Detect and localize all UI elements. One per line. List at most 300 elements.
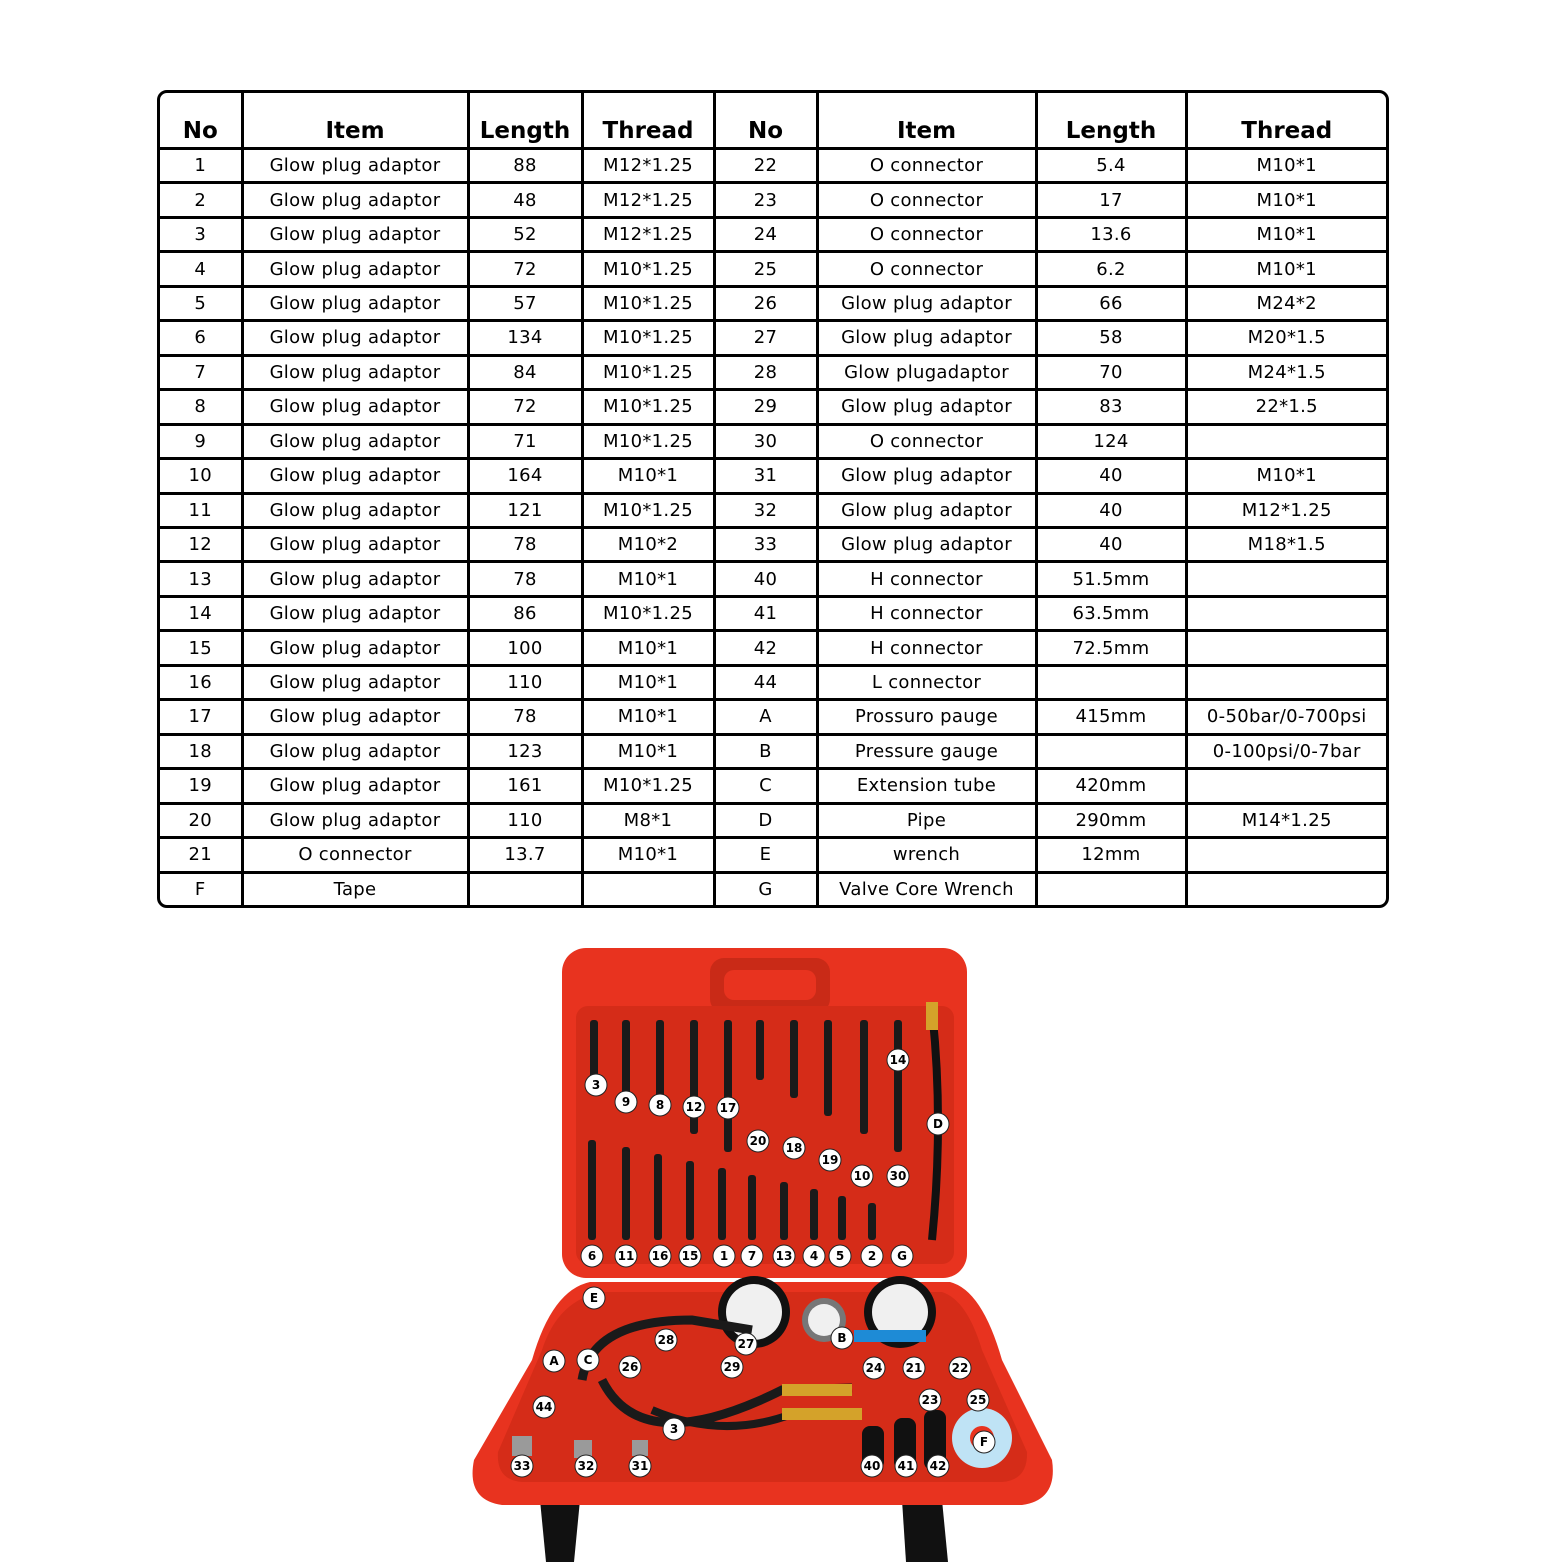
table-cell: 84	[468, 355, 582, 389]
table-cell: 44	[714, 665, 817, 699]
table-cell: 40	[714, 562, 817, 596]
table-cell: 83	[1036, 390, 1186, 424]
table-cell: M10*1	[582, 631, 714, 665]
badge-label: 17	[719, 1101, 737, 1115]
adaptor-rod	[748, 1175, 756, 1240]
table-row	[160, 700, 1386, 734]
column-header: Length	[468, 93, 582, 149]
part-number-badge	[919, 1389, 941, 1411]
table-cell: 6.2	[1036, 252, 1186, 286]
badge-label: 14	[889, 1053, 907, 1067]
part-number-badge	[663, 1418, 685, 1440]
adaptor-rod	[756, 1020, 764, 1080]
tool-kit-illustration	[462, 940, 1062, 1562]
table-cell: Glow plugadaptor	[817, 355, 1036, 389]
part-number-badge	[831, 1327, 853, 1349]
table-cell: M10*1.25	[582, 424, 714, 458]
table-cell	[1186, 665, 1386, 699]
part-number-badge	[543, 1350, 565, 1372]
part-number-badge	[903, 1357, 925, 1379]
table-cell: Glow plug adaptor	[242, 183, 468, 217]
table-cell: Glow plug adaptor	[817, 493, 1036, 527]
table-cell: M10*1.25	[582, 390, 714, 424]
table-cell: Glow plug adaptor	[242, 596, 468, 630]
table-row	[160, 252, 1386, 286]
badge-label: 11	[617, 1249, 635, 1263]
table-cell: M20*1.5	[1186, 321, 1386, 355]
table-cell: 13	[160, 562, 242, 596]
table-cell: 57	[468, 286, 582, 320]
table-cell: 23	[714, 183, 817, 217]
table-cell: M10*1	[582, 734, 714, 768]
part-number-badge	[655, 1329, 677, 1351]
table-cell	[1036, 734, 1186, 768]
badge-label: 12	[685, 1100, 703, 1114]
table-cell: 13.7	[468, 838, 582, 872]
badge-label: 27	[737, 1337, 755, 1351]
adaptor-rod	[588, 1140, 596, 1240]
table-cell: 66	[1036, 286, 1186, 320]
table-cell: 33	[714, 527, 817, 561]
table-cell: O connector	[817, 217, 1036, 251]
table-cell: 12mm	[1036, 838, 1186, 872]
tool-kit-photo	[462, 940, 1062, 1562]
table-cell: M14*1.25	[1186, 803, 1386, 837]
adaptor-rod	[724, 1020, 732, 1152]
table-cell	[1036, 872, 1186, 905]
table-cell: Glow plug adaptor	[242, 803, 468, 837]
table-row	[160, 321, 1386, 355]
table-row	[160, 424, 1386, 458]
table-cell: G	[714, 872, 817, 905]
table-cell: Glow plug adaptor	[242, 527, 468, 561]
table-cell: 20	[160, 803, 242, 837]
table-cell	[1186, 596, 1386, 630]
part-number-badge	[615, 1245, 637, 1267]
adaptor-rod	[824, 1020, 832, 1116]
table-row	[160, 390, 1386, 424]
table-cell: 72	[468, 390, 582, 424]
column-header: Thread	[582, 93, 714, 149]
table-row	[160, 838, 1386, 872]
table-row	[160, 527, 1386, 561]
table-row	[160, 493, 1386, 527]
column-header: Thread	[1186, 93, 1386, 149]
badge-label: 24	[865, 1361, 883, 1375]
part-number-badge	[851, 1165, 873, 1187]
part-number-badge	[887, 1049, 909, 1071]
table-cell: 110	[468, 803, 582, 837]
badge-label: 32	[577, 1459, 595, 1473]
table-cell: 12	[160, 527, 242, 561]
table-cell: 420mm	[1036, 769, 1186, 803]
table-cell: M10*1	[582, 459, 714, 493]
badge-label: 19	[821, 1153, 839, 1167]
table-cell: 121	[468, 493, 582, 527]
part-number-badge	[829, 1245, 851, 1267]
table-cell: Glow plug adaptor	[242, 631, 468, 665]
table-cell: M10*1	[582, 665, 714, 699]
table-row	[160, 286, 1386, 320]
table-cell: 40	[1036, 493, 1186, 527]
adaptor-rod	[654, 1154, 662, 1240]
table-cell: B	[714, 734, 817, 768]
part-number-badge	[649, 1094, 671, 1116]
table-cell: M10*1.25	[582, 321, 714, 355]
part-number-badge	[783, 1137, 805, 1159]
badge-label: 20	[749, 1134, 767, 1148]
table-row	[160, 459, 1386, 493]
table-cell: M12*1.25	[582, 149, 714, 183]
table-cell: Glow plug adaptor	[817, 321, 1036, 355]
table-cell: Glow plug adaptor	[242, 459, 468, 493]
badge-label: C	[583, 1353, 593, 1367]
table-cell	[1186, 562, 1386, 596]
column-header: No	[714, 93, 817, 149]
table-cell: 25	[714, 252, 817, 286]
column-header: Item	[242, 93, 468, 149]
table-cell: H connector	[817, 631, 1036, 665]
table-cell: Tape	[242, 872, 468, 905]
table-cell: O connector	[817, 183, 1036, 217]
table-cell: E	[714, 838, 817, 872]
table-cell: 8	[160, 390, 242, 424]
table-cell: M10*1	[1186, 217, 1386, 251]
part-number-badge	[683, 1096, 705, 1118]
table-cell	[1186, 838, 1386, 872]
table-cell: 5	[160, 286, 242, 320]
badge-label: G	[897, 1249, 907, 1263]
parts-table-container	[157, 90, 1389, 908]
part-number-badge	[575, 1455, 597, 1477]
table-cell: Glow plug adaptor	[817, 286, 1036, 320]
table-cell: D	[714, 803, 817, 837]
column-header: Length	[1036, 93, 1186, 149]
table-cell: Glow plug adaptor	[242, 700, 468, 734]
badge-label: 23	[921, 1393, 939, 1407]
part-number-badge	[887, 1165, 909, 1187]
badge-label: 21	[905, 1361, 923, 1375]
badge-label: 8	[655, 1098, 665, 1112]
table-cell	[1186, 631, 1386, 665]
table-cell: L connector	[817, 665, 1036, 699]
table-cell: 164	[468, 459, 582, 493]
table-cell: Valve Core Wrench	[817, 872, 1036, 905]
table-cell: 9	[160, 424, 242, 458]
badge-label: 44	[535, 1400, 553, 1414]
table-cell	[1186, 424, 1386, 458]
table-cell: M12*1.25	[1186, 493, 1386, 527]
table-cell: 24	[714, 217, 817, 251]
part-number-badge	[819, 1149, 841, 1171]
table-cell: Glow plug adaptor	[242, 252, 468, 286]
adaptor-rod	[894, 1020, 902, 1152]
table-cell: 0-100psi/0-7bar	[1186, 734, 1386, 768]
table-row	[160, 355, 1386, 389]
table-cell: 88	[468, 149, 582, 183]
badge-label: 18	[785, 1141, 803, 1155]
badge-label: 40	[863, 1459, 881, 1473]
table-cell: 415mm	[1036, 700, 1186, 734]
part-number-badge	[533, 1396, 555, 1418]
part-number-badge	[967, 1389, 989, 1411]
table-cell: M10*1	[582, 700, 714, 734]
table-cell: Pressure gauge	[817, 734, 1036, 768]
table-cell: Prossuro pauge	[817, 700, 1036, 734]
table-cell: 22*1.5	[1186, 390, 1386, 424]
table-cell: Glow plug adaptor	[242, 286, 468, 320]
table-row	[160, 631, 1386, 665]
table-cell: Pipe	[817, 803, 1036, 837]
table-cell: 7	[160, 355, 242, 389]
badge-label: 3	[669, 1422, 679, 1436]
table-cell: 1	[160, 149, 242, 183]
table-cell: 100	[468, 631, 582, 665]
table-cell: M10*1.25	[582, 355, 714, 389]
part-number-badge	[861, 1455, 883, 1477]
table-cell: Glow plug adaptor	[242, 734, 468, 768]
table-cell: 14	[160, 596, 242, 630]
table-cell: 78	[468, 700, 582, 734]
table-cell: Glow plug adaptor	[817, 459, 1036, 493]
part-number-badge	[629, 1455, 651, 1477]
table-cell: C	[714, 769, 817, 803]
table-cell: Extension tube	[817, 769, 1036, 803]
table-row	[160, 872, 1386, 905]
badge-label: 26	[621, 1360, 639, 1374]
part-number-badge	[717, 1097, 739, 1119]
adaptor-rod	[868, 1203, 876, 1240]
badge-label: 15	[681, 1249, 699, 1263]
part-number-badge	[511, 1455, 533, 1477]
table-cell: 72.5mm	[1036, 631, 1186, 665]
table-row	[160, 562, 1386, 596]
table-cell: M10*1	[1186, 183, 1386, 217]
part-number-badge	[581, 1245, 603, 1267]
table-cell	[1186, 872, 1386, 905]
adaptor-rod	[838, 1196, 846, 1240]
table-cell	[468, 872, 582, 905]
table-cell: 52	[468, 217, 582, 251]
table-cell: Glow plug adaptor	[817, 527, 1036, 561]
part-number-badge	[583, 1287, 605, 1309]
table-cell: 11	[160, 493, 242, 527]
adaptor-rod	[860, 1020, 868, 1134]
part-number-badge	[741, 1245, 763, 1267]
table-cell: M10*1	[1186, 252, 1386, 286]
part-number-badge	[735, 1333, 757, 1355]
part-number-badge	[585, 1074, 607, 1096]
table-cell: 48	[468, 183, 582, 217]
table-cell: 72	[468, 252, 582, 286]
part-number-badge	[615, 1091, 637, 1113]
table-cell: 0-50bar/0-700psi	[1186, 700, 1386, 734]
table-row	[160, 217, 1386, 251]
table-cell: M10*1.25	[582, 286, 714, 320]
table-cell: 71	[468, 424, 582, 458]
table-cell: M18*1.5	[1186, 527, 1386, 561]
table-row	[160, 183, 1386, 217]
adaptor-rod	[686, 1161, 694, 1240]
part-number-badge	[927, 1113, 949, 1135]
table-cell: 19	[160, 769, 242, 803]
table-cell	[1186, 769, 1386, 803]
table-cell: 16	[160, 665, 242, 699]
table-cell: Glow plug adaptor	[242, 665, 468, 699]
badge-label: 13	[775, 1249, 793, 1263]
part-number-badge	[927, 1455, 949, 1477]
table-cell: 290mm	[1036, 803, 1186, 837]
table-cell: 27	[714, 321, 817, 355]
table-cell: M10*1	[1186, 149, 1386, 183]
badge-label: 10	[853, 1169, 871, 1183]
badge-label: 1	[719, 1249, 729, 1263]
table-cell: Glow plug adaptor	[817, 390, 1036, 424]
table-cell: H connector	[817, 596, 1036, 630]
badge-label: 28	[657, 1333, 675, 1347]
table-cell: M10*1.25	[582, 596, 714, 630]
table-cell: M24*2	[1186, 286, 1386, 320]
part-number-badge	[773, 1245, 795, 1267]
table-cell: M12*1.25	[582, 217, 714, 251]
column-header: Item	[817, 93, 1036, 149]
adaptor-33	[512, 1436, 532, 1456]
table-cell	[1036, 665, 1186, 699]
table-cell: M10*2	[582, 527, 714, 561]
right-latch	[902, 1500, 948, 1562]
badge-label: 2	[867, 1249, 877, 1263]
table-cell: 110	[468, 665, 582, 699]
table-cell: Glow plug adaptor	[242, 562, 468, 596]
badge-label: 22	[951, 1361, 969, 1375]
table-cell: F	[160, 872, 242, 905]
part-number-badge	[891, 1245, 913, 1267]
badge-label: A	[549, 1354, 559, 1368]
table-row	[160, 596, 1386, 630]
table-cell: M8*1	[582, 803, 714, 837]
table-cell: A	[714, 700, 817, 734]
table-cell: 41	[714, 596, 817, 630]
table-cell: 26	[714, 286, 817, 320]
table-cell: M10*1	[582, 562, 714, 596]
table-cell	[582, 872, 714, 905]
adaptor-rod	[810, 1189, 818, 1240]
table-cell: M10*1.25	[582, 252, 714, 286]
table-cell: 78	[468, 527, 582, 561]
column-header: No	[160, 93, 242, 149]
adaptor-rod	[622, 1020, 630, 1098]
table-cell: 17	[1036, 183, 1186, 217]
table-cell: 31	[714, 459, 817, 493]
adaptor-rod	[790, 1020, 798, 1098]
badge-label: 41	[897, 1459, 915, 1473]
table-row	[160, 734, 1386, 768]
adaptor-31	[632, 1440, 648, 1456]
table-cell: 17	[160, 700, 242, 734]
table-cell: 40	[1036, 527, 1186, 561]
table-cell: O connector	[817, 424, 1036, 458]
table-cell: Glow plug adaptor	[242, 390, 468, 424]
badge-label: B	[837, 1331, 847, 1345]
table-cell: 134	[468, 321, 582, 355]
table-cell: 3	[160, 217, 242, 251]
badge-label: 29	[723, 1360, 741, 1374]
table-cell: 18	[160, 734, 242, 768]
badge-label: F	[979, 1435, 989, 1449]
badge-label: 4	[809, 1249, 819, 1263]
table-cell: 70	[1036, 355, 1186, 389]
badge-label: 42	[929, 1459, 947, 1473]
table-body	[160, 149, 1386, 906]
table-cell: 6	[160, 321, 242, 355]
part-number-badge	[895, 1455, 917, 1477]
part-number-badge	[721, 1356, 743, 1378]
table-header-row	[160, 93, 1386, 149]
parts-table	[160, 93, 1386, 905]
table-cell: Glow plug adaptor	[242, 493, 468, 527]
table-cell: 32	[714, 493, 817, 527]
badge-label: E	[589, 1291, 599, 1305]
table-cell: 124	[1036, 424, 1186, 458]
table-cell: 58	[1036, 321, 1186, 355]
table-cell: 5.4	[1036, 149, 1186, 183]
table-cell: 29	[714, 390, 817, 424]
part-number-badge	[619, 1356, 641, 1378]
badge-label: D	[933, 1117, 943, 1131]
table-cell: Glow plug adaptor	[242, 321, 468, 355]
part-number-badge	[949, 1357, 971, 1379]
table-cell: O connector	[817, 252, 1036, 286]
table-row	[160, 665, 1386, 699]
table-cell: Glow plug adaptor	[242, 769, 468, 803]
table-cell: 40	[1036, 459, 1186, 493]
adaptor-rod	[590, 1020, 598, 1080]
table-cell: 22	[714, 149, 817, 183]
table-cell: 13.6	[1036, 217, 1186, 251]
badge-label: 6	[587, 1249, 597, 1263]
table-cell: M10*1	[582, 838, 714, 872]
table-cell: 15	[160, 631, 242, 665]
part-number-badge	[863, 1357, 885, 1379]
table-cell: 161	[468, 769, 582, 803]
badge-label: 31	[631, 1459, 649, 1473]
part-number-badge	[803, 1245, 825, 1267]
adaptor-rod	[622, 1147, 630, 1240]
table-cell: 51.5mm	[1036, 562, 1186, 596]
badge-label: 7	[747, 1249, 757, 1263]
table-cell: Glow plug adaptor	[242, 149, 468, 183]
table-row	[160, 769, 1386, 803]
part-number-badge	[679, 1245, 701, 1267]
table-cell: M10*1.25	[582, 493, 714, 527]
badge-label: 25	[969, 1393, 987, 1407]
part-number-badge	[861, 1245, 883, 1267]
table-cell: wrench	[817, 838, 1036, 872]
part-number-badge	[649, 1245, 671, 1267]
table-cell: 28	[714, 355, 817, 389]
badge-label: 30	[889, 1169, 907, 1183]
table-cell: M12*1.25	[582, 183, 714, 217]
table-cell: H connector	[817, 562, 1036, 596]
table-cell: 21	[160, 838, 242, 872]
table-cell: O connector	[242, 838, 468, 872]
table-row	[160, 149, 1386, 183]
left-latch	[540, 1500, 580, 1562]
adaptor-rod	[780, 1182, 788, 1240]
table-cell: Glow plug adaptor	[242, 217, 468, 251]
table-cell: 63.5mm	[1036, 596, 1186, 630]
table-cell: Glow plug adaptor	[242, 355, 468, 389]
